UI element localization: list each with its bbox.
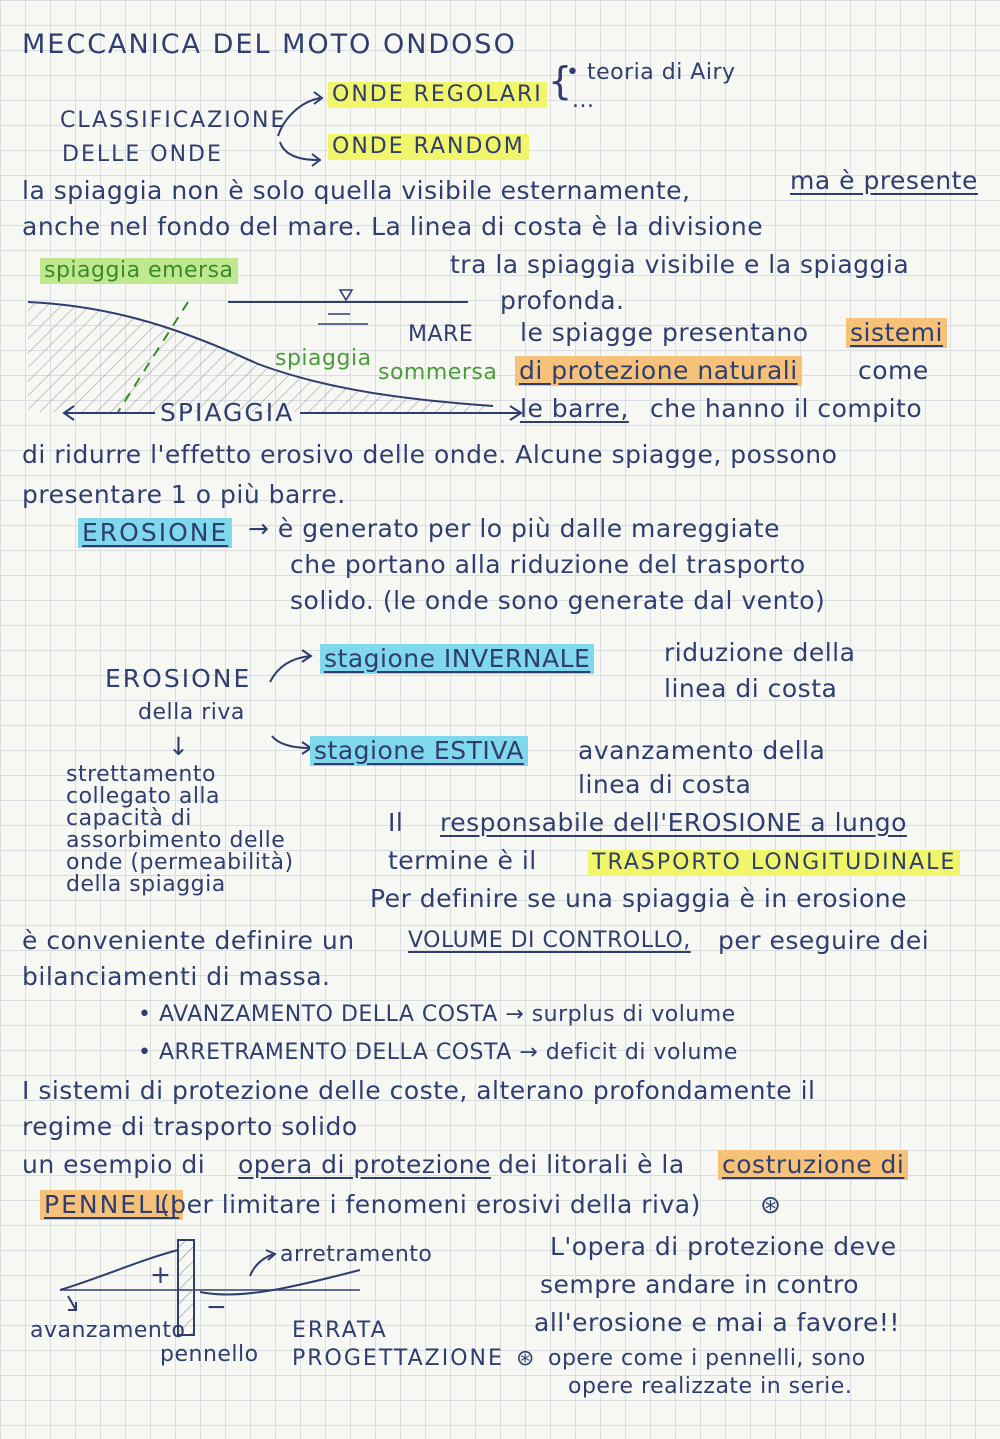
defense-line-1b: sistemi [846,318,947,348]
down-arrow-icon: ↓ [168,732,190,761]
regular-waves-label: ONDE REGOLARI [328,82,547,108]
arretramento-label: arretramento [280,1242,433,1267]
invernale-desc-1: riduzione della [664,638,856,667]
spiaggia-sommersa-label-2: sommersa [378,360,498,385]
opera-note-1: L'opera di protezione deve [550,1232,897,1261]
responsabile-line-1b: responsabile dell'EROSIONE a lungo [440,808,907,837]
defense-line-5: presentare 1 o più barre. [22,480,346,509]
classification-label-2: DELLE ONDE [62,142,223,167]
intro-line-1a: la spiaggia non è solo quella visibile esternamente, [22,176,691,205]
opera-note-4: opere come i pennelli, sono [548,1346,866,1371]
opera-note-5: opere realizzate in serie. [568,1374,853,1399]
stagione-estiva-label: stagione ESTIVA [310,736,528,766]
sistemi-line-3c: dei litorali è la [498,1150,685,1179]
responsabile-line-5: bilanciamenti di massa. [22,962,331,991]
spiaggia-emersa-label: spiaggia emersa [40,258,238,284]
riva-note-1: strettamento [66,762,216,787]
riva-note-2: collegato alla [66,784,221,809]
mare-label: MARE [408,322,474,347]
invernale-desc-2: linea di costa [664,674,838,703]
spiaggia-extent-arrow [60,398,530,428]
erosione-riva-label-1: EROSIONE [105,664,252,693]
erosione-line-1: → è generato per lo più dalle mareggiate [248,514,780,543]
spiaggia-sommersa-label-1: spiaggia [275,346,372,371]
bullet-arretramento: • ARRETRAMENTO DELLA COSTA → deficit di volume [138,1040,738,1065]
erosione-line-3: solido. (le onde sono generate dal vento) [290,586,826,615]
classification-label-1: CLASSIFICAZIONE [60,108,287,133]
sistemi-line-3b: opera di protezione [238,1150,492,1179]
responsabile-line-4a: è conveniente definire un [22,926,355,955]
sistemi-line-3d: costruzione di [718,1150,908,1180]
responsabile-line-2a: termine è il [388,846,537,875]
estiva-desc-2: linea di costa [578,770,752,799]
erosione-label: EROSIONE [78,518,232,548]
sun-icon: ⊛ [760,1190,782,1219]
responsabile-line-4c: per eseguire dei [718,926,930,955]
defense-line-3a: le barre, [520,394,629,423]
trasporto-longitudinale-label: TRASPORTO LONGITUDINALE [588,850,960,876]
classification-arrows [270,88,330,168]
erosione-riva-label-2: della riva [138,700,245,725]
stagione-invernale-label: stagione INVERNALE [320,644,594,674]
brace-icon: { [548,59,573,103]
errata-label-2: PROGETTAZIONE [292,1346,504,1371]
pennello-plus: + [150,1260,172,1289]
riva-note-6: della spiaggia [66,872,226,897]
defense-line-3b: che hanno il compito [650,394,923,423]
sistemi-line-3a: un esempio di [22,1150,206,1179]
riva-note-5: onde (permeabilità) [66,850,294,875]
riva-note-4: assorbimento delle [66,828,286,853]
responsabile-line-3: Per definire se una spiaggia è in erosione [370,884,908,913]
volume-controllo-label: VOLUME DI CONTROLLO, [408,928,691,953]
intro-line-2: anche nel fondo del mare. La linea di costa è la divisione [22,212,764,241]
intro-line-1b: ma è presente [790,166,978,195]
defense-line-1a: le spiagge presentano [520,318,809,347]
intro-line-4: profonda. [500,286,625,315]
riva-note-3: capacità di [66,806,192,831]
errata-label-1: ERRATA [292,1318,388,1343]
pennello-minus: − [206,1292,228,1321]
pennelli-label: PENNELLI [40,1190,183,1220]
sun-icon-2: ⊛ [516,1346,535,1371]
defense-line-2b: come [858,356,929,385]
bullet-avanzamento: • AVANZAMENTO DELLA COSTA → surplus di volume [138,1002,736,1027]
opera-note-2: sempre andare in contro [540,1270,860,1299]
avanzamento-label: avanzamento [30,1318,186,1343]
responsabile-line-1a: Il [388,808,404,837]
sistemi-line-4b: (per limitare i fenomeni erosivi della riva) [160,1190,701,1219]
sistemi-line-2: regime di trasporto solido [22,1112,358,1141]
sistemi-line-1: I sistemi di protezione delle coste, alterano profondamente il [22,1076,816,1105]
defense-line-4: di ridurre l'effetto erosivo delle onde. Alcune spiagge, possono [22,440,838,469]
opera-note-3: all'erosione e mai a favore!! [534,1308,900,1337]
intro-line-3: tra la spiaggia visibile e la spiaggia [450,250,910,279]
airy-theory-ellipsis: ... [572,88,595,113]
riva-arrows [258,640,318,770]
pennello-label: pennello [160,1342,259,1367]
page-title: MECCANICA DEL MOTO ONDOSO [22,29,517,60]
spiaggia-label: SPIAGGIA [160,398,295,427]
random-waves-label: ONDE RANDOM [328,134,529,160]
airy-theory-note: • teoria di Airy [566,60,736,85]
erosione-line-2: che portano alla riduzione del trasporto [290,550,806,579]
estiva-desc-1: avanzamento della [578,736,826,765]
defense-line-2a: di protezione naturali [515,356,802,386]
